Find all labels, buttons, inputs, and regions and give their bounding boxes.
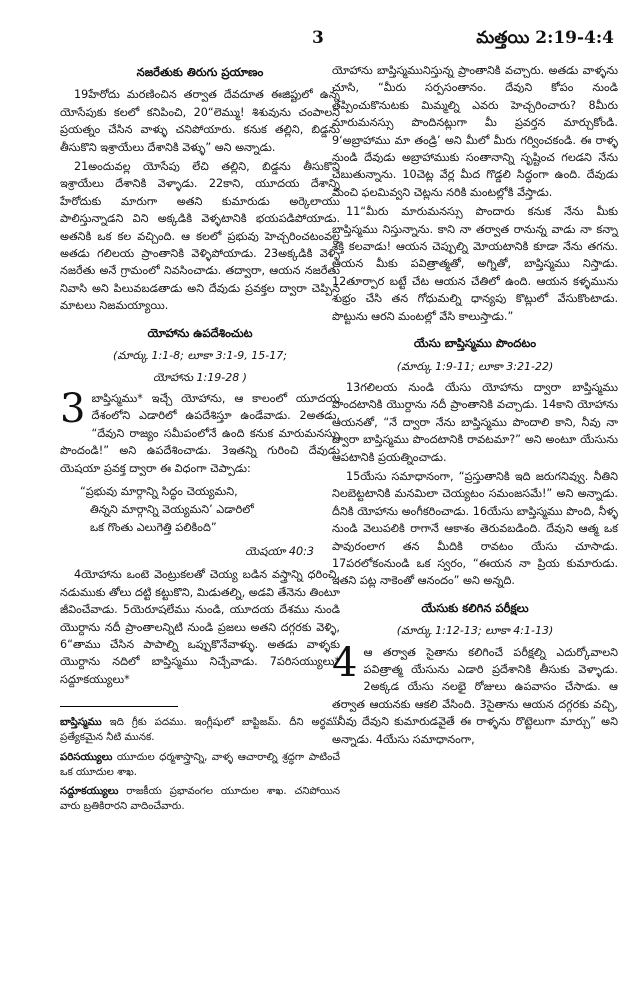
footnote-pharisees [60,750,340,780]
paragraph-chapter-4-verse-1: ఆ తర్వాత సైతాను కలిగించే పరీక్షల్ని ఎదుర్కోవాలని పవిత్రాత్మ యేసును ఎడారి ప్రదేశానికి తీసుకు వెళ్ళాడు. 2అక్కడ యేసు నలభై రోజులు ఉపవాసం చేసాడు. ఆ తర్వాత ఆయనకు ఆకలి వేసింది. 3సైతాను ఆయన దగ్గరకు వచ్చి, “నీవు దేవుని కుమారుడవైతే ఈ రాళ్ళను రొట్టెలుగా మార్చు” అని అన్నాడు. 4యేసు సమాధానంగా, [332,645,618,746]
section-title-temptation: యేసుకు కలిగిన పరీక్షలు [421,600,529,615]
footnote-term: బాప్తిస్మము [60,717,102,729]
page-number: 3 [312,28,324,48]
right-column [332,62,618,750]
paragraph-verse-21: 21అందువల్ల యోసేపు లేచి తల్లిని, బిడ్డను తీసుకొని ఇశ్రాయేలు దేశానికి వెళ్ళాడు. 22కాని, యూదయ దేశాన్ని హేరోదుకు మారుగా అతని కుమారుడు అర్కెలాయు పాలిస్తున్నాడని విని అక్కడికి వెళ్ళటానికి భయపడిపోయాడు. అతనికి ఒక కల వచ్చింది. ఆ కలలో ప్రభువు హెచ్చరించటంవల్ల అతడు గలిలయ ప్రాంతానికి వెళ్ళిపోయాడు. 23అక్కడికి వెళ్ళి నజరేతు అనే గ్రామంలో నివసించాడు. తద్వారా, ఆయన నజరేతు నివాసి అని పిలువబడతాడు అని దేవుడు ప్రవక్తల ద్వారా చెప్పిన మాటలు నిజమయ్యాయి. [60,160,340,313]
footnote-term: పరిసయ్యులు [60,751,113,763]
section-title-john-preaching: యోహాను ఉపదేశించుట [147,325,253,340]
cross-reference: (మార్కు 1:9-11; లూకా 3:21-22) [396,359,554,373]
footnote-text: ఇది గ్రీకు పదము. ఇంగ్లీషులో బాప్టిజమ్. దీని అర్థము ప్రత్యేకమైన నీటి మునక. [60,717,340,744]
footnote-baptism [60,715,340,745]
section-title-jesus-baptism: యేసు బాప్తిస్మము పొందటం [413,336,537,351]
footnote-text: యూదుల ధర్మశాస్త్రాన్ని, వాళ్ళ ఆచారాల్ని శ్రద్ధగా పాటించే ఒక యూదుల శాఖ. [60,751,340,778]
running-reference: మత్తయి 2:19-4:4 [476,28,614,48]
section-title-return-to-nazareth: నజరేతుకు తిరుగు ప్రయాణం [136,65,264,79]
cross-reference-cont: యోహాను 1:19-28 ) [153,370,247,384]
left-column [60,62,340,818]
isaiah-quote [74,483,340,537]
paragraph-verse-15: 15యేసు సమాధానంగా, “ప్రస్తుతానికి ఇది జరుగనివ్వు. నీతిని నిలబెట్టటానికి మనమిలా చెయ్యటం సమంజసమే!” అని అన్నాడు. దీనికి యోహాను అంగీకరించాడు. 16యేసు బాప్తిస్మము పొంది, నీళ్ళ నుండి వెలుపలికి రాగానే ఆకాశం తెరువబడింది. దేవుని ఆత్మ ఒక పావురంలాగ తన మీదికి రావటం యేసు చూసాడు. 17పరలోకంనుండి ఒక స్వరం, “ఈయన నా ప్రియ కుమారుడు. ఇతని పట్ల నాకెంతో ఆనందం” అని అన్నది. [332,469,618,588]
footnote-sadducees [60,784,340,814]
cross-reference: (మార్కు 1:1-8; లూకా 3:1-9, 15-17; [113,349,287,363]
paragraph-verse-19: 19హేరోదు మరణించిన తర్వాత దేవదూత ఈజిప్టులో ఉన్న యోసేపుకు కలలో కనిపించి, 20“లెమ్ము! శిశువును చంపాలని ప్రయత్నం చేసిన వాళ్ళు చనిపోయారు. కనుక తల్లిని, బిడ్డను తీసుకొని ఇశ్రాయేలు దేశానికి వెళ్ళు” అని అన్నాడు. [60,88,340,154]
cross-reference: (మార్కు 1:12-13; లూకా 4:1-13) [396,624,554,638]
paragraph-chapter-3-verse-1: బాప్తిస్మము* ఇచ్చే యోహాను, ఆ కాలంలో యూదయ దేశంలోని ఎడారిలో ఉపదేశిస్తూ ఉండేవాడు. 2అతడు, “దేవుని రాజ్యం సమీపంలోనే ఉంది కనుక మారుమనస్సు పొందండి!” అని ఉపదేశించాడు. 3ఇతన్ని గురించి దేవుడు యెషయా ప్రవక్త ద్వారా ఈ విధంగా చెప్పాడు: [60,391,340,475]
paragraph-verse-7-cont: యోహాను బాప్తిస్మమునిస్తున్న ప్రాంతానికి వచ్చారు. అతడు వాళ్ళను చూసి, “మీరు సర్పసంతానం. దేవుని కోపం నుండి తప్పించుకొనుటకు మిమ్మల్ని ఎవరు హెచ్చరించారు? 8మీరు మారుమనస్సు పొందినట్లుగా మీ ప్రవర్తన మార్చుకోండి. 9‘అబ్రాహాము మా తండ్రి’ అని మీలో మీరు గర్వించకండి. ఈ రాళ్ళ నుండి దేవుడు అబ్రాహాముకు సంతానాన్ని సృష్టించ గలడని నేను చెబుతున్నాను. 10చెట్ల వేర్ల మీద గొడ్డలి సిద్ధంగా ఉంది. దేవుడు మంచి ఫలమివ్వని చెట్లను నరికి మంటల్లోకి వేస్తాడు. [332,64,618,199]
chapter-drop-cap: 4 [332,639,358,686]
quote-line: “ప్రభువు మార్గాన్ని సిద్ధం చెయ్యమని, [80,484,238,498]
paragraph-verse-11: 11“మీరు మారుమనస్సు పొందారు కనుక నేను మీకు బాప్తిస్మము నిస్తున్నాను. కాని నా తర్వాత రానున్న వాడు నా కన్నా శక్తి కలవాడు! ఆయన చెప్పుల్ని మోయటానికి కూడా నేను తగను. ఆయన మీకు పవిత్రాత్మతో, అగ్నితో, బాప్తిస్మము నిస్తాడు. 12తూర్పార బట్టే చేట ఆయన చేతిలో ఉంది. ఆయన కళ్ళమును శుభ్రం చేసి తన గోధుమల్ని ధాన్యపు కొట్లులో వేసుకొంటాడు. పొట్టును ఆరని మంటల్లో వేసి కాలుస్తాడు.” [332,205,618,323]
chapter-drop-cap: 3 [60,385,86,432]
quote-line: తిన్నని మార్గాన్ని వెయ్యమని’ ఎడారిలో [90,502,254,516]
footnote-term: సద్దూకయ్యులు [60,786,119,797]
paragraph-verse-13: 13గలిలయ నుండి యేసు యోహాను ద్వారా బాప్తిస్మము పొందటానికి యొర్దాను నదీ ప్రాంతానికి వచ్చాడు. 14కాని యోహాను ఆయనతో, “నే ద్వారా నేను బాప్తిస్మము పొందాలి కాని, నీవు నా ద్వారా బాప్తిస్మము పొందటానికి రావటమా?” అని అంటూ యేసును ఆపటానికి ప్రయత్నించాడు. [332,380,618,464]
quote-line: ఒక గొంతు ఎలుగెత్తి పలికింది” [90,520,217,534]
page-header [0,28,638,52]
quote-reference: యెషయా 40:3 [244,544,314,558]
paragraph-verse-4: 4యోహాను ఒంటె వెంట్రుకలతో చెయ్య బడిన వస్త్రాన్ని ధరించి, నడుముకు తోలు దట్టి కట్టుకొని, మిడుతల్ని, అడవి తేనెను తింటూ జీవించేవాడు. 5యెరూషలేము నుండి, యూదయ దేశము నుండి యొర్దాను నదీ ప్రాంతాలన్నిటి నుండి ప్రజలు అతని దగ్గరకు వెళ్ళి, 6“తాము చేసిన పాపాల్ని ఒప్పుకొనేవాళ్ళు. అతడు వాళ్ళకు యొర్దాను నదిలో బాప్తిస్మము నిచ్చేవాడు. 7పరిసయ్యులు* సద్దూకయ్యులు* [60,568,340,686]
footnote-text: రాజకీయ ప్రభావంగల యూదుల శాఖ. చనిపోయిన వారు బ్రతికిరారని వాదించేవారు. [60,786,340,813]
footnote-divider [60,706,178,707]
